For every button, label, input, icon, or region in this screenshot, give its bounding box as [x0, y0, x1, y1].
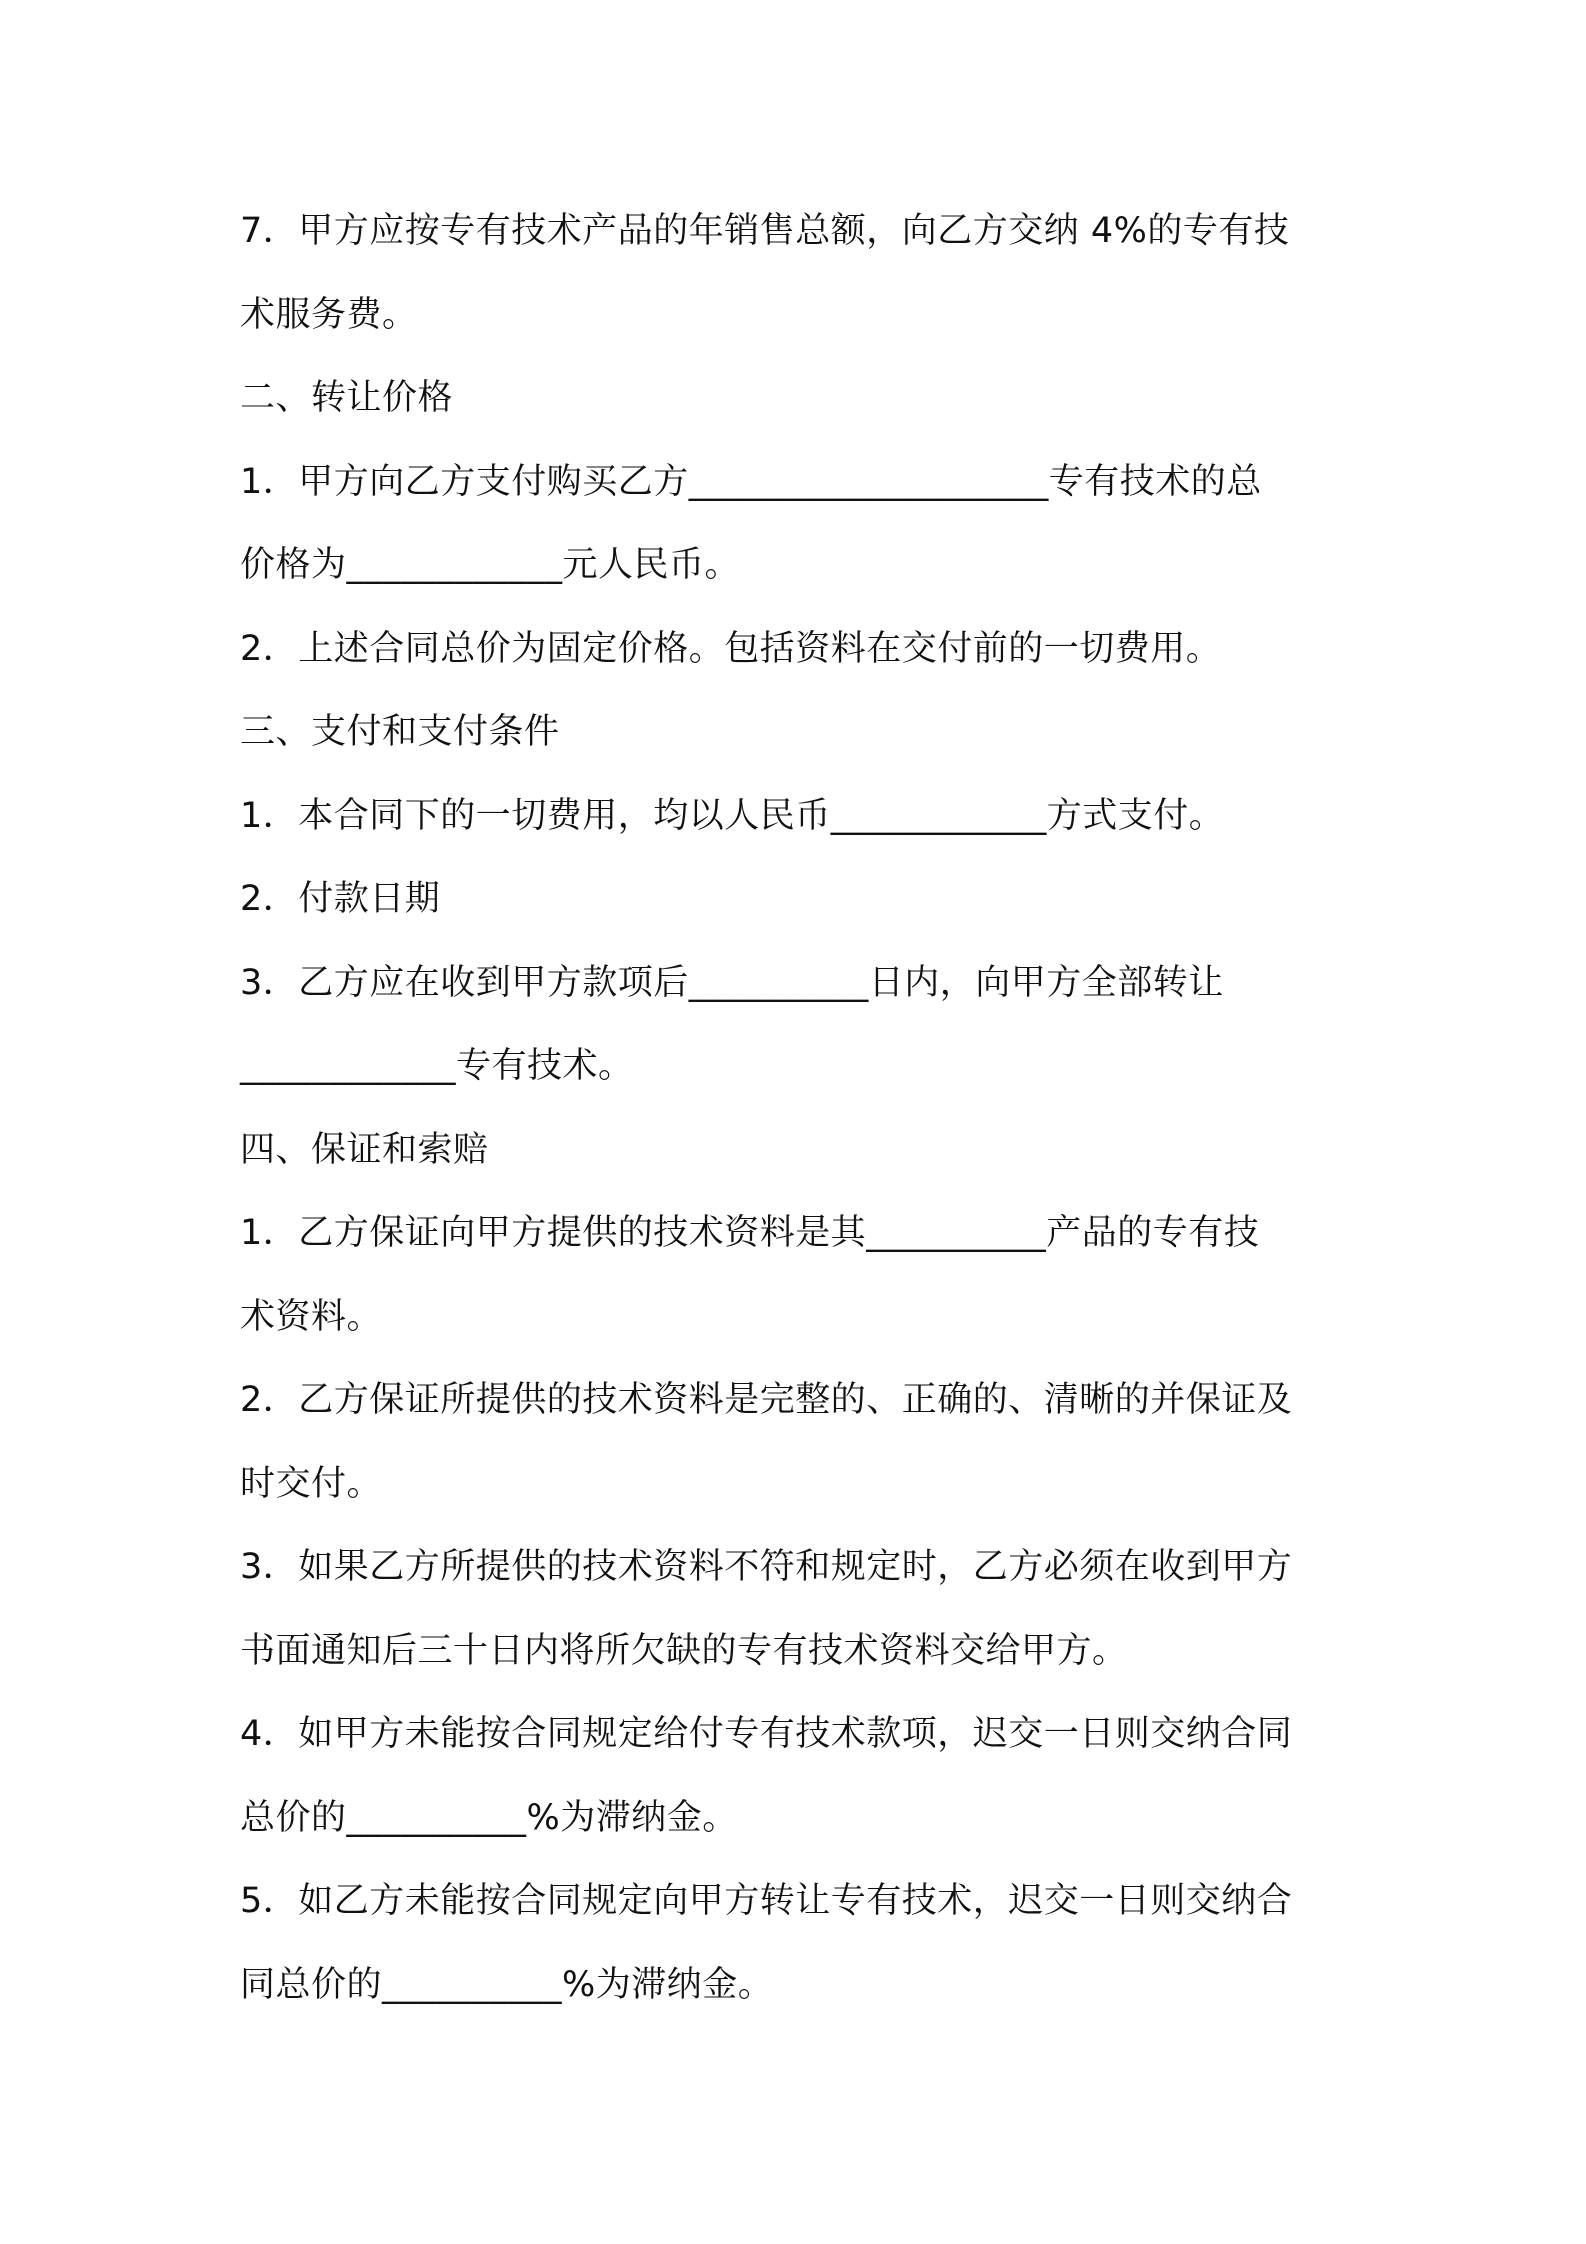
price-clause-1-line-2: 价格为____________元人民币。 — [240, 545, 741, 585]
payment-clause-2: 2．付款日期 — [240, 879, 441, 919]
guarantee-clause-3-line-2: 书面通知后三十日内将所欠缺的专有技术资料交给甲方。 — [240, 1630, 1128, 1671]
guarantee-clause-1-line-2: 术资料。 — [240, 1296, 383, 1337]
guarantee-clause-2-line-2: 时交付。 — [240, 1463, 383, 1504]
payment-clause-1: 1．本合同下的一切费用，均以人民币____________方式支付。 — [240, 795, 1225, 836]
section-heading-guarantee: 四、保证和索赔 — [240, 1129, 489, 1170]
guarantee-clause-1-line-1: 1．乙方保证向甲方提供的技术资料是其__________产品的专有技 — [240, 1213, 1260, 1253]
payment-clause-3-line-2: ____________专有技术。 — [240, 1046, 634, 1086]
guarantee-clause-3-line-1: 3．如果乙方所提供的技术资料不符和规定时，乙方必须在收到甲方 — [240, 1547, 1293, 1587]
guarantee-clause-4-line-1: 4．如甲方未能按合同规定给付专有技术款项，迟交一日则交纳合同 — [240, 1714, 1293, 1754]
price-clause-1-line-1: 1．甲方向乙方支付购买乙方____________________专有技术的总 — [240, 461, 1262, 502]
clause-7-line-1: 7．甲方应按专有技术产品的年销售总额，向乙方交纳 4%的专有技 — [240, 211, 1290, 251]
guarantee-clause-5-line-2: 同总价的__________%为滞纳金。 — [240, 1964, 774, 2005]
payment-clause-3-line-1: 3．乙方应在收到甲方款项后__________日内，向甲方全部转让 — [240, 962, 1224, 1003]
guarantee-clause-5-line-1: 5．如乙方未能按合同规定向甲方转让专有技术，迟交一日则交纳合 — [240, 1881, 1293, 1921]
price-clause-2: 2．上述合同总价为固定价格。包括资料在交付前的一切费用。 — [240, 628, 1222, 669]
section-heading-payment: 三、支付和支付条件 — [240, 712, 560, 752]
guarantee-clause-4-line-2: 总价的__________%为滞纳金。 — [240, 1797, 738, 1838]
document-page — [240, 190, 1360, 2027]
clause-7-line-2: 术服务费。 — [240, 294, 418, 335]
section-heading-transfer-price: 二、转让价格 — [240, 378, 454, 418]
guarantee-clause-2-line-1: 2．乙方保证所提供的技术资料是完整的、正确的、清晰的并保证及 — [240, 1380, 1293, 1420]
